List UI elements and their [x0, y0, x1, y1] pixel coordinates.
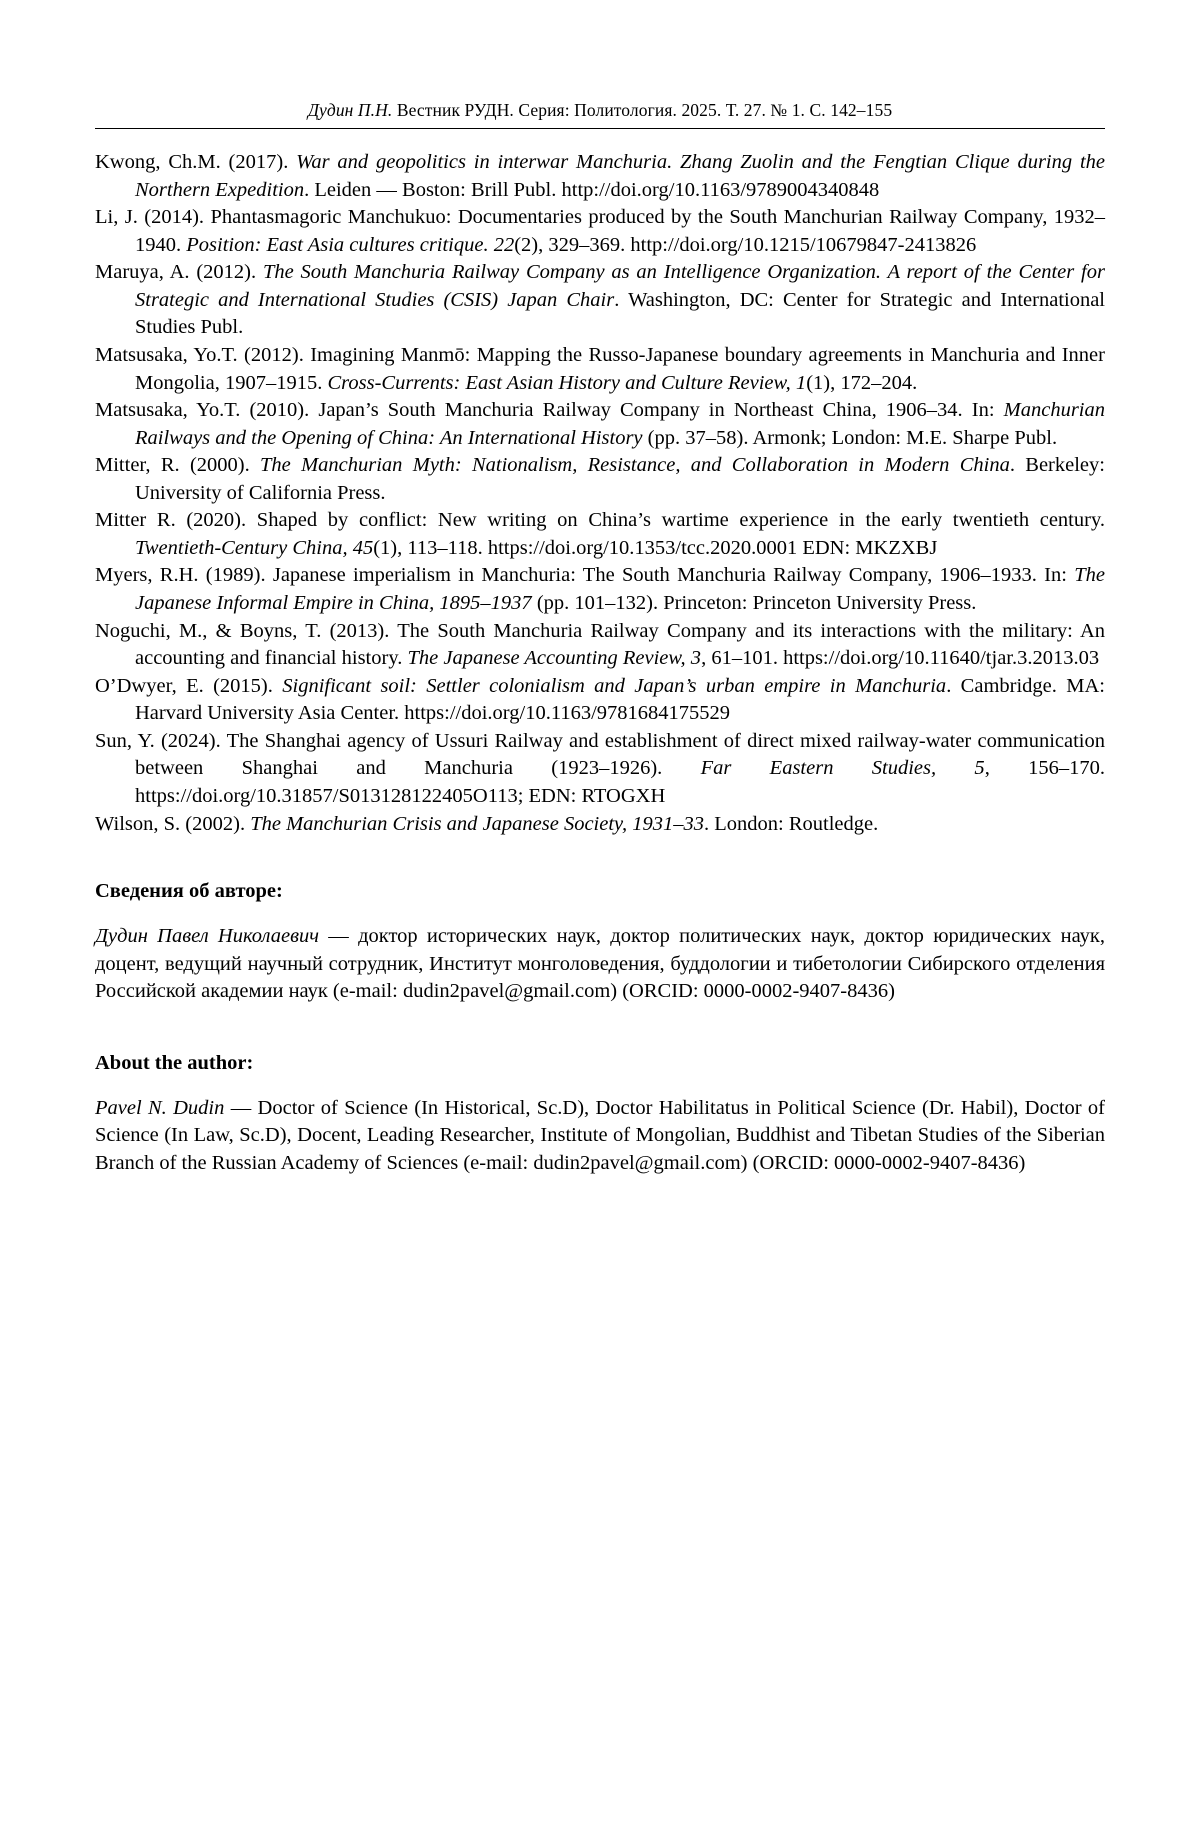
reference-item	[95, 149, 1105, 204]
reference-item	[95, 204, 1105, 259]
emphasis-text: Position: East Asia cultures critique. 22	[186, 233, 515, 256]
plain-text: (pp. 37–58). Armonk; London: M.E. Sharpe Publ.	[642, 426, 1058, 449]
plain-text: , 156–170. https://doi.org/10.31857/S013128122405O113; EDN: RTOGXH	[135, 757, 1106, 807]
plain-text: Li, J. (2014). Phantasmagoric Manchukuo: Documentaries produced by the South Manchurian Railway Company, 1932–1940.	[95, 206, 1105, 256]
emphasis-text: Cross-Currents: East Asian History and Culture Review, 1	[327, 371, 807, 394]
reference-item	[95, 811, 1105, 839]
plain-text: Wilson, S. (2002).	[95, 812, 251, 835]
emphasis-text: Manchurian Railways and the Opening of China: An International History	[135, 399, 1105, 449]
emphasis-text: The Manchurian Crisis and Japanese Society, 1931–33	[250, 812, 705, 835]
emphasis-text: The Manchurian Myth: Nationalism, Resistance, and Collaboration in Modern China	[260, 454, 1010, 477]
reference-item	[95, 507, 1105, 562]
author-info-en-heading: About the author:	[95, 1051, 254, 1074]
plain-text: (1), 172–204.	[806, 371, 918, 394]
plain-text: Mitter R. (2020). Shaped by conflict: New writing on China’s wartime experience in the early twentieth century.	[95, 509, 1105, 532]
reference-item	[95, 728, 1105, 811]
page-content	[95, 100, 1105, 1177]
plain-text: . Leiden — Boston: Brill Publ. http://doi.org/10.1163/9789004340848	[304, 178, 880, 201]
emphasis-text: Far Eastern Studies, 5	[700, 757, 985, 780]
plain-text: . Cambridge. MA: Harvard University Asia Center. https://doi.org/10.1163/9781684175529	[135, 674, 1105, 725]
plain-text: (2), 329–369. http://doi.org/10.1215/10679847-2413826	[514, 233, 977, 256]
author-info-en-text	[95, 1095, 1105, 1178]
running-head	[95, 100, 1105, 129]
reference-item	[95, 397, 1105, 452]
reference-item	[95, 342, 1105, 397]
reference-list	[95, 149, 1105, 838]
plain-text: (pp. 101–132). Princeton: Princeton University Press.	[531, 592, 977, 614]
emphasis-text: The South Manchuria Railway Company as an Intelligence Organization. A report of the Center for Strategic and International Studies (CSIS) Japan Chair	[135, 261, 1105, 311]
emphasis-text: War and geopolitics in interwar Manchuria. Zhang Zuolin and the Fengtian Clique during the Northern Expedition	[135, 151, 1105, 201]
author-info-ru-heading: Сведения об авторе:	[95, 880, 283, 903]
emphasis-text: Significant soil: Settler colonialism and Japan’s urban empire in Manchuria	[282, 674, 947, 697]
reference-item	[95, 562, 1105, 617]
running-head-author: Дудин П.Н.	[307, 100, 393, 120]
emphasis-text: The Japanese Informal Empire in China, 1895–1937	[135, 564, 1105, 614]
running-head-source: Вестник РУДН. Серия: Политология. 2025. Т. 27. № 1. С. 142–155	[392, 100, 893, 120]
plain-text: Matsusaka, Yo.T. (2012). Imagining Manmō: Mapping the Russo-Japanese boundary agreements in Manchuria and Inner Mongolia, 1907–1915.	[95, 343, 1105, 394]
plain-text: Noguchi, M., & Boyns, T. (2013). The South Manchuria Railway Company and its interactions with the military: An accounting and financial history.	[95, 619, 1105, 670]
plain-text: (1), 113–118. https://doi.org/10.1353/tcc.2020.0001 EDN: MKZXBJ	[373, 536, 938, 559]
plain-text: , 61–101. https://doi.org/10.11640/tjar.3.2013.03	[701, 647, 1100, 670]
plain-text: . London: Routledge.	[704, 812, 879, 835]
plain-text: Matsusaka, Yo.T. (2010). Japan’s South Manchuria Railway Company in Northeast China, 1906–34. In:	[95, 399, 1004, 422]
emphasis-text: Twentieth-Century China, 45	[135, 536, 374, 559]
plain-text: . Berkeley: University of California Press.	[135, 454, 1105, 504]
reference-item	[95, 452, 1105, 507]
plain-text: Sun, Y. (2024). The Shanghai agency of Ussuri Railway and establishment of direct mixed railway-water communication between Shanghai and Manchuria (1923–1926).	[95, 729, 1105, 780]
reference-item	[95, 618, 1105, 673]
plain-text: — доктор исторических наук, доктор политических наук, доктор юридических наук, доцент, ведущий научный сотрудник, Институт монголоведения, буддологии и тибетологии Сибирского отделения Российской академии наук (e-mail: dudin2pavel@gmail.com) (ORCID: 0000-0002-9407-8436)	[95, 925, 1105, 1003]
author-info-ru-text	[95, 923, 1105, 1006]
reference-item	[95, 673, 1105, 728]
plain-text: Myers, R.H. (1989). Japanese imperialism in Manchuria: The South Manchuria Railway Company, 1906–1933. In:	[95, 564, 1075, 587]
plain-text: O’Dwyer, E. (2015).	[95, 674, 283, 697]
emphasis-text: Дудин Павел Николаевич	[95, 925, 319, 948]
emphasis-text: Pavel N. Dudin	[95, 1096, 225, 1119]
emphasis-text: The Japanese Accounting Review, 3	[407, 647, 702, 670]
reference-item	[95, 259, 1105, 342]
plain-text: Kwong, Ch.M. (2017).	[95, 151, 297, 173]
plain-text: . Washington, DC: Center for Strategic and International Studies Publ.	[135, 288, 1105, 339]
plain-text: Maruya, A. (2012).	[95, 261, 263, 284]
plain-text: Mitter, R. (2000).	[95, 454, 261, 477]
plain-text: — Doctor of Science (In Historical, Sc.D), Doctor Habilitatus in Political Science (Dr. Habil), Doctor of Science (In Law, Sc.D), Docent, Leading Researcher, Institute of Mongolian, Buddhist and Tibetan Studies of the Siberian Branch of the Russian Academy of Sciences (e-mail: dudin2pavel@gmail.com) (ORCID: 0000-0002-9407-8436)	[95, 1096, 1105, 1174]
